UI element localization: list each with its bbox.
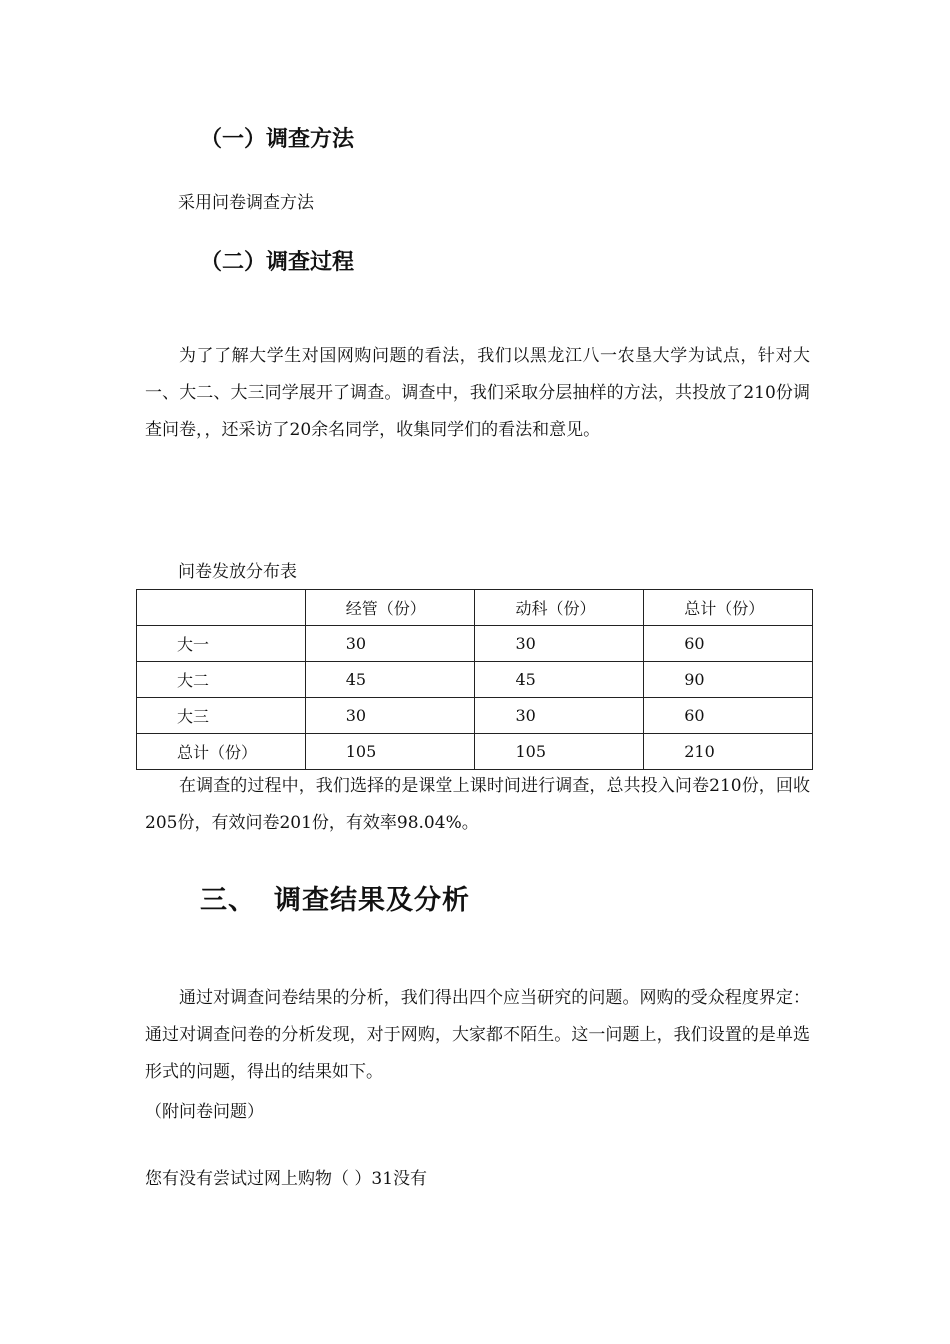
section-method-heading: （一）调查方法 [200,127,355,152]
distribution-table [136,589,813,770]
table-cell: 大一 [137,626,306,662]
table-cell: 60 [644,626,813,662]
table-cell: 45 [305,662,475,698]
survey-question: 您有没有尝试过网上购物（ ）31没有 [145,1169,428,1189]
section-results-number: 三、 [200,885,256,916]
table-cell: 105 [475,734,644,770]
table-row [137,698,813,734]
table-row [137,626,813,662]
table-header-cell: 动科（份） [475,590,644,626]
table-cell: 30 [475,626,644,662]
table-row [137,734,813,770]
appendix-note: （附问卷问题） [145,1102,264,1122]
section-results-title: 调查结果及分析 [274,885,470,916]
table-caption: 问卷发放分布表 [178,562,297,582]
table-cell: 60 [644,698,813,734]
table-cell: 总计（份） [137,734,306,770]
table-cell: 90 [644,662,813,698]
table-cell: 大二 [137,662,306,698]
table-cell: 30 [475,698,644,734]
after-table-paragraph: 在调查的过程中，我们选择的是课堂上课时间进行调查，总共投入问卷210份，回收205份，有效问卷201份，有效率98.04%。 [145,776,810,833]
table-header-cell [137,590,306,626]
table-cell: 30 [305,626,475,662]
table-row [137,662,813,698]
table-cell: 45 [475,662,644,698]
table-cell: 30 [305,698,475,734]
section-process-paragraph: 为了了解大学生对国网购问题的看法，我们以黑龙江八一农垦大学为试点，针对大一、大二、大三同学展开了调查。调查中，我们采取分层抽样的方法，共投放了210份调查问卷，，还采访了20余名同学，收集同学们的看法和意见。 [145,346,810,440]
table-header-cell: 经管（份） [305,590,475,626]
section-results-paragraph: 通过对调查问卷结果的分析，我们得出四个应当研究的问题。网购的受众程度界定：通过对调查问卷的分析发现，对于网购，大家都不陌生。这一问题上，我们设置的是单选形式的问题，得出的结果如下。 [145,988,810,1082]
table-cell: 105 [305,734,475,770]
table-header-row [137,590,813,626]
table-header-cell: 总计（份） [644,590,813,626]
section-method-text: 采用问卷调查方法 [178,193,314,213]
table-cell: 210 [644,734,813,770]
table-cell: 大三 [137,698,306,734]
section-process-heading: （二）调查过程 [200,250,355,275]
